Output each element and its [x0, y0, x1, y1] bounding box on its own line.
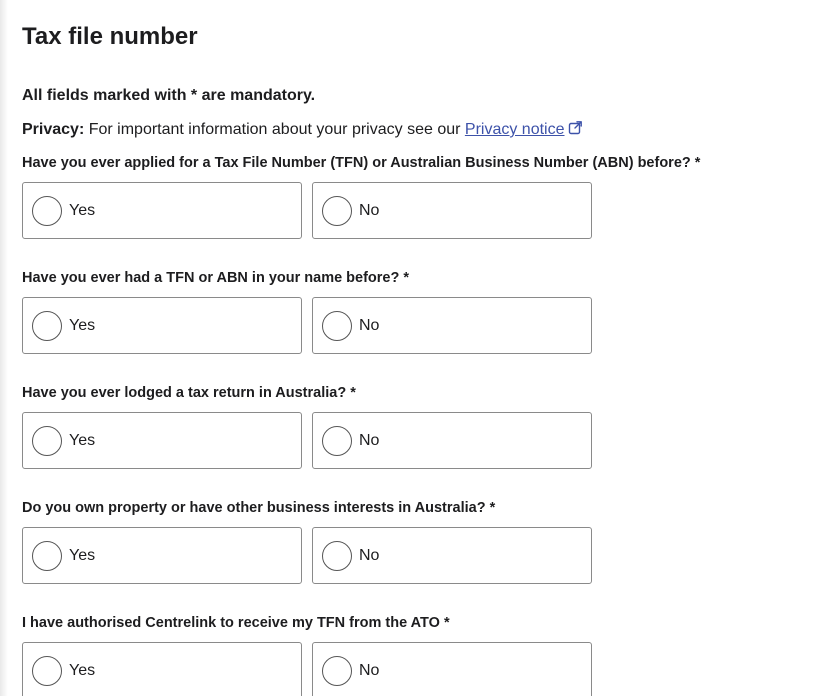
privacy-statement: [22, 120, 802, 141]
option-yes[interactable]: [22, 642, 302, 696]
privacy-label: Privacy:: [22, 121, 85, 138]
edge-shadow: [0, 0, 8, 696]
privacy-notice-link-text: Privacy notice: [464, 121, 565, 138]
radio-button[interactable]: [322, 541, 352, 571]
question-group: [22, 384, 802, 469]
option-yes[interactable]: [22, 297, 302, 354]
radio-group: [22, 297, 802, 354]
form-content: [22, 22, 802, 696]
radio-button[interactable]: [32, 541, 62, 571]
radio-group: [22, 412, 802, 469]
option-label: No: [359, 546, 380, 564]
question-applied-tfn-abn: Have you ever applied for a Tax File Number (TFN) or Australian Business Number (ABN) before? *: [22, 155, 701, 171]
option-label: No: [359, 431, 380, 449]
option-label: Yes: [69, 661, 96, 679]
option-no[interactable]: [312, 297, 592, 354]
radio-button[interactable]: [32, 311, 62, 341]
option-no[interactable]: [312, 642, 592, 696]
radio-button[interactable]: [32, 196, 62, 226]
option-label: Yes: [69, 431, 96, 449]
option-label: No: [359, 201, 380, 219]
privacy-text: For important information about your privacy see our: [84, 121, 465, 138]
option-yes[interactable]: [22, 527, 302, 584]
option-label: Yes: [69, 546, 96, 564]
question-group: [22, 499, 802, 584]
radio-button[interactable]: [322, 656, 352, 686]
option-label: Yes: [69, 316, 96, 334]
radio-button[interactable]: [322, 196, 352, 226]
page-title: Tax file number: [22, 23, 198, 50]
option-label: No: [359, 316, 380, 334]
question-had-tfn-abn: Have you ever had a TFN or ABN in your name before? *: [22, 270, 410, 286]
mandatory-note: All fields marked with * are mandatory.: [22, 87, 316, 104]
option-no[interactable]: [312, 527, 592, 584]
question-lodged-tax-return: Have you ever lodged a tax return in Australia? *: [22, 385, 356, 401]
option-no[interactable]: [312, 182, 592, 239]
radio-button[interactable]: [32, 426, 62, 456]
external-link-icon[interactable]: [568, 120, 583, 141]
radio-button[interactable]: [322, 311, 352, 341]
question-authorised-centrelink: I have authorised Centrelink to receive my TFN from the ATO *: [22, 615, 450, 631]
option-no[interactable]: [312, 412, 592, 469]
radio-group: [22, 642, 802, 696]
option-yes[interactable]: [22, 412, 302, 469]
radio-button[interactable]: [32, 656, 62, 686]
radio-group: [22, 527, 802, 584]
question-group: [22, 614, 802, 696]
radio-group: [22, 182, 802, 239]
radio-button[interactable]: [322, 426, 352, 456]
option-yes[interactable]: [22, 182, 302, 239]
question-own-property: Do you own property or have other business interests in Australia? *: [22, 500, 496, 516]
privacy-notice-link[interactable]: [465, 121, 565, 138]
option-label: No: [359, 661, 380, 679]
question-group: [22, 269, 802, 354]
option-label: Yes: [69, 201, 96, 219]
question-group: [22, 154, 802, 239]
